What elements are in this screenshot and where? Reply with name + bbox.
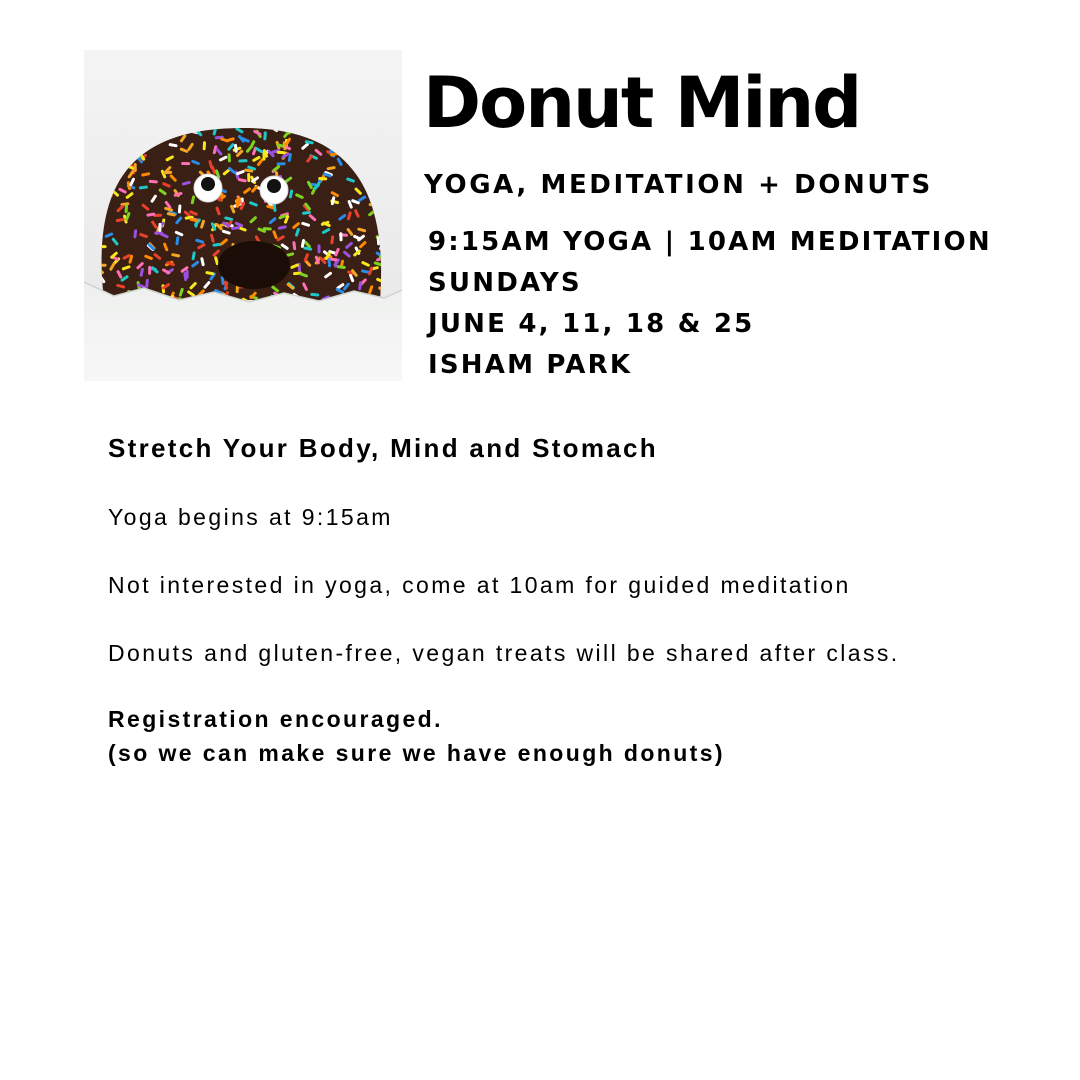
event-details: [428, 222, 992, 386]
meditation-text: Not interested in yoga, come at 10am for guided meditation: [108, 572, 851, 598]
event-location: ISHAM PARK: [428, 350, 633, 380]
sprinkle: [163, 171, 172, 174]
donut-photo: [84, 50, 402, 381]
sprinkle: [228, 153, 231, 162]
sprinkle: [277, 162, 286, 165]
event-description: [108, 430, 1068, 793]
sprinkle: [263, 227, 272, 231]
sprinkle: [125, 204, 129, 213]
event-title: Donut Mind: [423, 62, 861, 144]
event-subtitle: YOGA, MEDITATION + DONUTS: [424, 170, 933, 200]
sprinkle: [318, 244, 321, 253]
sprinkle: [134, 163, 137, 172]
event-day: SUNDAYS: [428, 268, 582, 298]
sprinkle: [247, 173, 250, 182]
registration-reason: (so we can make sure we have enough donuts): [108, 740, 725, 766]
treats-text: Donuts and gluten-free, vegan treats will be shared after class.: [108, 640, 900, 666]
sprinkle: [181, 162, 190, 165]
sprinkle: [186, 270, 189, 279]
yoga-start-text: Yoga begins at 9:15am: [108, 504, 393, 530]
donut-illustration: [84, 50, 402, 381]
registration-line: Registration encouraged.: [108, 706, 443, 732]
description-heading: Stretch Your Body, Mind and Stomach: [108, 433, 658, 463]
sprinkle: [148, 266, 151, 275]
sprinkle: [339, 232, 342, 241]
event-dates: JUNE 4, 11, 18 & 25: [428, 309, 755, 339]
sprinkle: [158, 223, 161, 232]
sprinkle: [203, 141, 207, 150]
sprinkle: [238, 159, 247, 163]
sprinkle: [237, 196, 240, 205]
donut-mouth: [218, 241, 290, 289]
event-schedule: 9:15AM YOGA | 10AM MEDITATION: [428, 227, 992, 257]
registration-note: [108, 702, 1068, 770]
sprinkle: [318, 177, 327, 180]
